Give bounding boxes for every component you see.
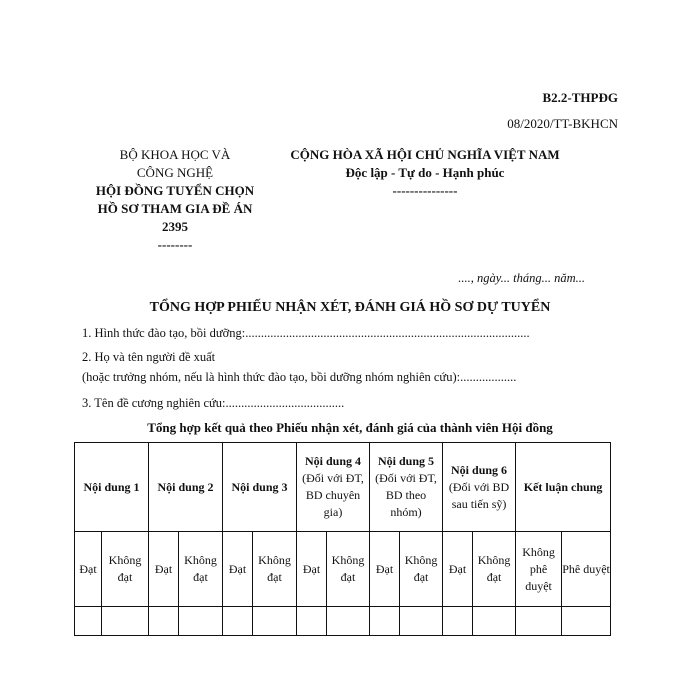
- group-4-title: Nội dung 4: [304, 454, 362, 468]
- national-heading: [270, 146, 580, 200]
- group-5-note: (Đối với ĐT, BD theo nhóm): [375, 471, 437, 519]
- sub-pass-2: Đạt: [149, 532, 179, 607]
- group-6-title: Nội dung 6: [451, 462, 508, 477]
- sub-fail-4: Không đạt: [327, 532, 370, 607]
- group-4-note: (Đối với ĐT, BD chuyên gia): [302, 471, 364, 519]
- cell-empty: [223, 607, 253, 636]
- council-line-1: HỘI ĐỒNG TUYỂN CHỌN: [95, 183, 255, 198]
- cell-empty: [75, 607, 102, 636]
- sub-pass-6: Đạt: [443, 532, 473, 607]
- right-divider: ---------------: [392, 183, 458, 198]
- sub-pass-1: Đạt: [75, 532, 102, 607]
- sub-pass-4: Đạt: [297, 532, 327, 607]
- table-caption: Tổng hợp kết quả theo Phiếu nhận xét, đánh giá của thành viên Hội đồng: [147, 420, 553, 435]
- date-line: ...., ngày... tháng... năm...: [458, 271, 585, 285]
- issuing-authority: [80, 146, 270, 254]
- sub-pass-3: Đạt: [223, 532, 253, 607]
- result-table: [74, 442, 611, 636]
- group-5-title: Nội dung 5: [378, 454, 435, 468]
- cell-empty: [516, 607, 562, 636]
- sub-approved: Phê duyệt: [562, 532, 611, 607]
- cell-empty: [327, 607, 370, 636]
- sub-fail-2: Không đạt: [179, 532, 223, 607]
- group-6-note: (Đối với BD sau tiến sỹ): [448, 479, 510, 511]
- cell-empty: [253, 607, 297, 636]
- sub-not-approved: Không phê duyệt: [516, 532, 562, 607]
- group-header-4: [297, 443, 370, 532]
- table-row: [75, 607, 611, 636]
- sub-fail-3: Không đạt: [253, 532, 297, 607]
- sub-pass-5: Đạt: [370, 532, 400, 607]
- cell-empty: [179, 607, 223, 636]
- sub-fail-1: Không đạt: [102, 532, 149, 607]
- form-code: B2.2-THPĐG: [542, 90, 618, 105]
- cell-empty: [149, 607, 179, 636]
- council-line-2: HỒ SƠ THAM GIA ĐỀ ÁN: [97, 201, 253, 216]
- ministry-line-1: BỘ KHOA HỌC VÀ: [119, 147, 231, 162]
- group-header-1: Nội dung 1: [75, 443, 149, 532]
- cell-empty: [400, 607, 443, 636]
- council-line-3: 2395: [162, 219, 188, 234]
- cell-empty: [562, 607, 611, 636]
- sub-fail-6: Không đạt: [473, 532, 516, 607]
- proposer-name-line: 2. Họ và tên người đề xuất: [82, 350, 216, 364]
- group-header-3: Nội dung 3: [223, 443, 297, 532]
- cell-empty: [443, 607, 473, 636]
- group-header-2: Nội dung 2: [149, 443, 223, 532]
- training-form-line: 1. Hình thức đào tạo, bồi dưỡng:...........................................................................................: [82, 326, 530, 340]
- motto: Độc lập - Tự do - Hạnh phúc: [345, 165, 505, 180]
- cell-empty: [102, 607, 149, 636]
- circular-number: 08/2020/TT-BKHCN: [507, 116, 618, 131]
- left-divider: --------: [157, 237, 193, 252]
- cell-empty: [297, 607, 327, 636]
- sub-fail-5: Không đạt: [400, 532, 443, 607]
- document-title: TỔNG HỢP PHIẾU NHẬN XÉT, ĐÁNH GIÁ HỒ SƠ DỰ TUYỂN: [149, 300, 551, 315]
- group-header-5: [370, 443, 443, 532]
- group-header-6: [443, 443, 516, 532]
- cell-empty: [370, 607, 400, 636]
- cell-empty: [473, 607, 516, 636]
- group-header-conclusion: Kết luận chung: [516, 443, 611, 532]
- research-outline-line: 3. Tên đề cương nghiên cứu:......................................: [82, 396, 345, 410]
- proposer-name-note: (hoặc trưởng nhóm, nếu là hình thức đào tạo, bồi dưỡng nhóm nghiên cứu):..................: [82, 370, 517, 384]
- country-name: CỘNG HÒA XÃ HỘI CHỦ NGHĨA VIỆT NAM: [290, 147, 560, 162]
- ministry-line-2: CÔNG NGHỆ: [136, 165, 214, 180]
